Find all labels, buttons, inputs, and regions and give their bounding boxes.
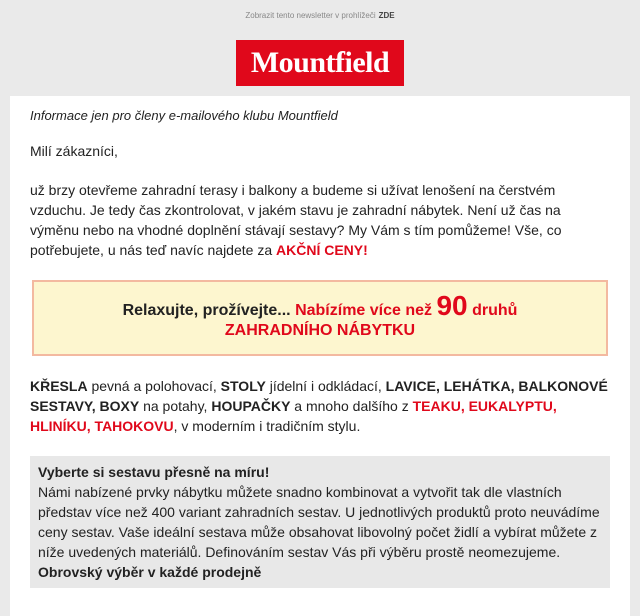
promo-offer: Nabízíme více než	[295, 301, 433, 319]
view-in-browser-bar	[0, 0, 640, 30]
mountfield-logo[interactable]: Mountfield	[236, 40, 404, 86]
custom-set-text: Námi nabízené prvky nábytku můžete snadno kombinovat a vytvořit tak dle vlastních představ více než 400 variant zahradních sestav. U jednotlivých produktů proto neuvádíme ceny sestav. Vaše ideální sestava může obsahovat libovolný počet židlí a vybírat můžete z níže uvedených materiálů. Definováním sestav Vás při výběru prostě neomezujeme.	[38, 484, 600, 560]
products-text-3: na potahy,	[139, 398, 212, 414]
action-prices-highlight: AKČNÍ CENY!	[276, 242, 368, 258]
products-text-5: , v moderním i tradičním stylu.	[173, 418, 361, 434]
logo-row	[0, 30, 640, 96]
promo-relax: Relaxujte, prožívejte...	[122, 301, 291, 319]
kresla-label: KŘESLA	[30, 378, 88, 394]
products-text-1: pevná a polohovací,	[87, 378, 221, 394]
houpacky-label: HOUPAČKY	[211, 398, 291, 414]
custom-set-heading: Vyberte si sestavu přesně na míru!	[38, 464, 270, 480]
view-in-browser-text: Zobrazit tento newsletter v prohlížeči	[245, 10, 376, 20]
promo-number: 90	[436, 289, 468, 321]
custom-set-section	[30, 456, 610, 588]
promo-line1	[122, 289, 518, 321]
stoly-label: STOLY	[220, 378, 266, 394]
store-selection-heading: Obrovský výběr v každé prodejně	[38, 564, 262, 580]
intro-paragraph	[30, 180, 610, 260]
products-text-2: jídelní i odkládací,	[265, 378, 386, 394]
products-paragraph	[30, 376, 610, 436]
promo-kinds: druhů	[472, 301, 518, 319]
intro-paragraph-text: už brzy otevřeme zahradní terasy i balkony a budeme si užívat lenošení na čerstvém vzduchu. Je tedy čas zkontrolovat, v jakém stavu je zahradní nábytek. Není už čas na výměnu nebo na vhodné doplnění stávají sestavy? My Vám s tím pomůžeme! Vše, co potřebujete, u nás teď navíc najdete za	[30, 182, 562, 258]
lavice-label: LAVICE, LEHÁTKA, BALKONOVÉ SESTAVY, BOXY	[30, 378, 608, 414]
member-info: Informace jen pro členy e-mailového klubu Mountfield	[30, 108, 338, 123]
products-text-4: a mnoho dalšího z	[290, 398, 413, 414]
email-body	[10, 96, 630, 616]
materials-label: TEAKU, EUKALYPTU, HLINÍKU, TAHOKOVU	[30, 398, 557, 434]
view-in-browser-link[interactable]: ZDE	[378, 10, 395, 20]
promo-banner[interactable]	[32, 280, 608, 356]
promo-line2: ZAHRADNÍHO NÁBYTKU	[224, 321, 416, 339]
greeting: Milí zákazníci,	[30, 143, 118, 159]
